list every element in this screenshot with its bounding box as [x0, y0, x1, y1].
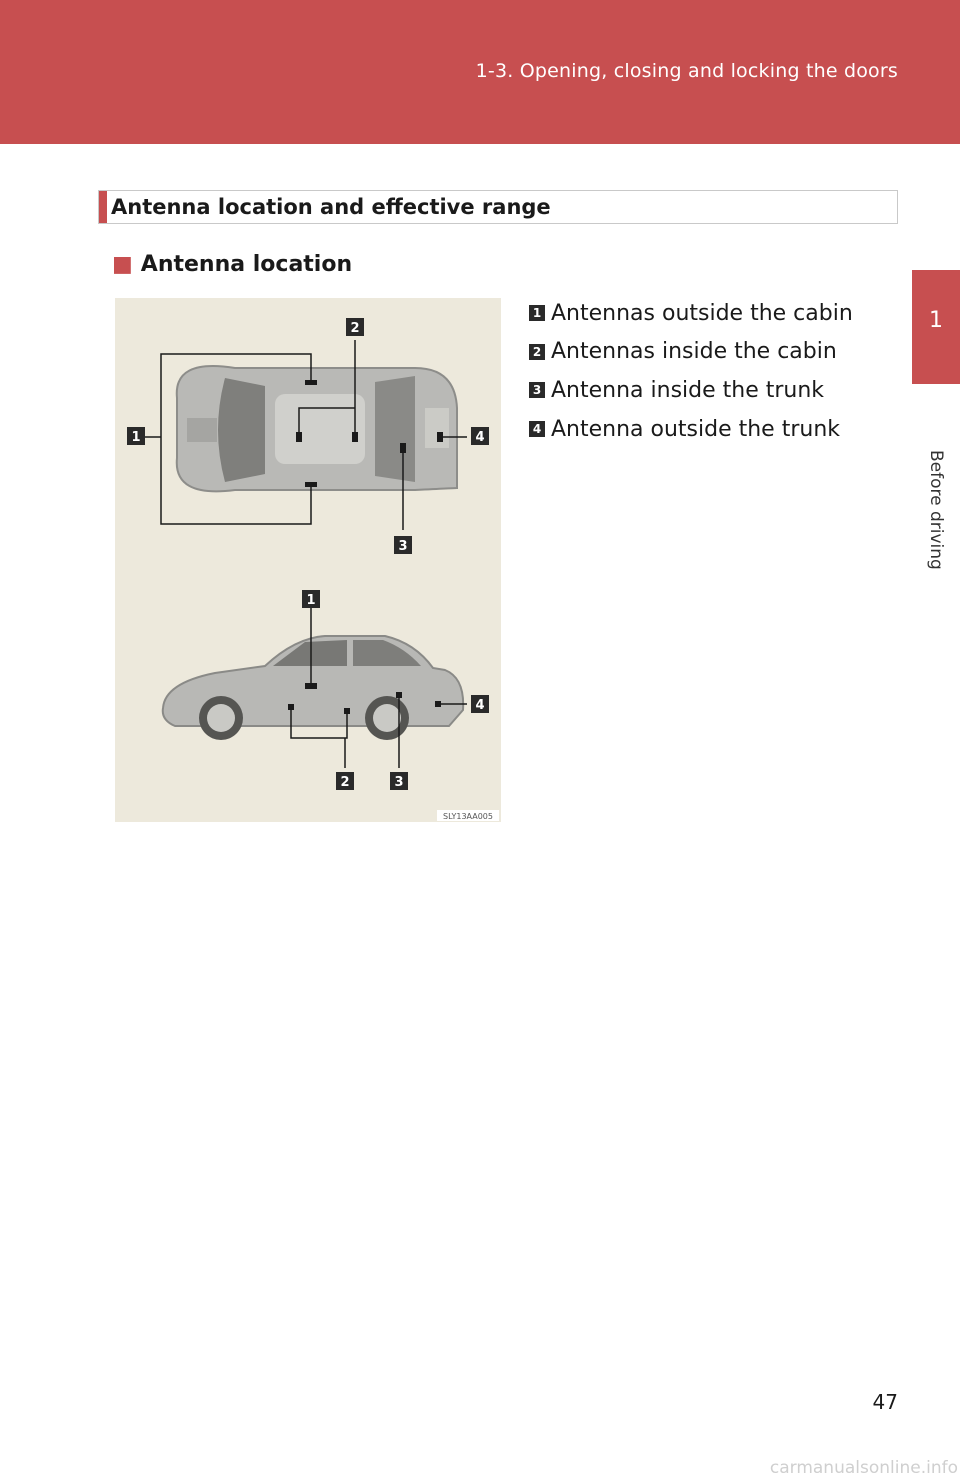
- legend-text-3: Antenna inside the trunk: [551, 377, 825, 403]
- subheading-text: Antenna location: [140, 252, 353, 277]
- legend-number-1: 1: [529, 305, 545, 321]
- chapter-tab: [912, 270, 960, 382]
- legend-item: [529, 333, 853, 372]
- chapter-label: Before driving: [926, 450, 946, 570]
- section-title: Antenna location and effective range: [111, 195, 551, 219]
- side-divider: [912, 382, 960, 384]
- square-bullet-icon: ■: [112, 252, 133, 277]
- legend-number-4: 4: [529, 421, 545, 437]
- callout-label-2-side: 2: [340, 775, 350, 790]
- section-header: [98, 190, 898, 224]
- legend-number-2: 2: [529, 344, 545, 360]
- callout-label-4-top: 4: [475, 430, 485, 445]
- legend-text-1: Antennas outside the cabin: [551, 300, 853, 326]
- legend-text-2: Antennas inside the cabin: [551, 339, 837, 365]
- callout-label-4-side: 4: [475, 698, 485, 713]
- legend-number-3: 3: [529, 382, 545, 398]
- chapter-number: 1: [929, 308, 943, 333]
- section-accent-bar: [99, 191, 107, 223]
- legend-item: [529, 294, 853, 333]
- callout-label-1-side: 1: [306, 593, 316, 608]
- callout-label-1-top: 1: [131, 430, 141, 445]
- legend-item: [529, 371, 853, 410]
- callout-label-2-top: 2: [350, 321, 360, 336]
- page-number: 47: [872, 1390, 898, 1414]
- header-band: [0, 0, 960, 144]
- chapter-title: 1-3. Opening, closing and locking the doors: [475, 60, 898, 82]
- image-code: SLY13AA005: [443, 812, 493, 821]
- callout-label-3-side: 3: [394, 775, 404, 790]
- antenna-legend: [529, 294, 853, 448]
- callout-label-3-top: 3: [398, 539, 408, 554]
- legend-text-4: Antenna outside the trunk: [551, 416, 841, 442]
- antenna-location-diagram: [115, 298, 501, 822]
- legend-item: [529, 410, 853, 449]
- subheading: [112, 252, 352, 277]
- watermark: carmanualsonline.info: [769, 1458, 958, 1478]
- car-illustration: [115, 298, 501, 822]
